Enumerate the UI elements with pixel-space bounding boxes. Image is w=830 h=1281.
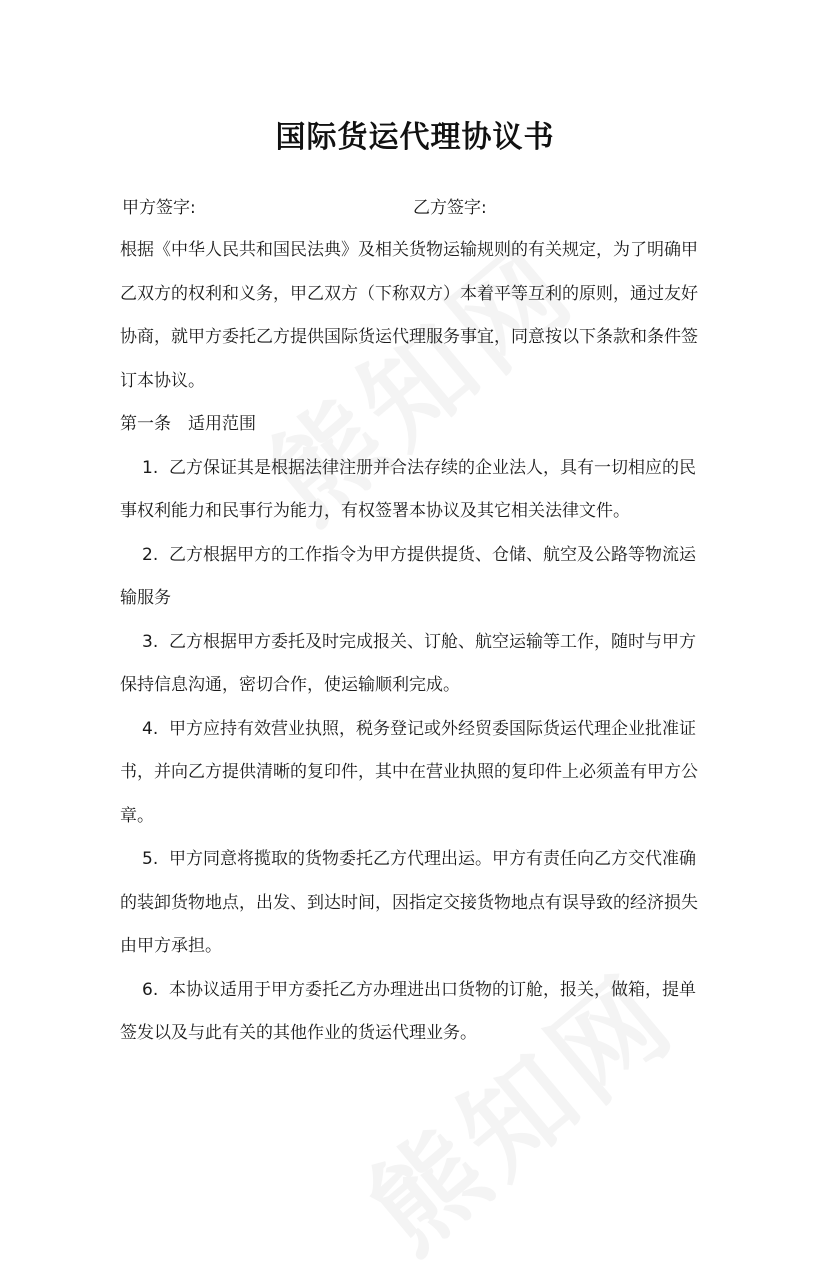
clause-item [120,621,710,708]
clause-text: 乙方保证其是根据法律注册并合法存续的企业法人，具有一切相应的民事权利能力和民事行为能力，有权签署本协议及其它相关法律文件。 [120,457,697,521]
signature-row [122,193,722,223]
preamble-paragraph: 根据《中华人民共和国民法典》及相关货物运输规则的有关规定，为了明确甲乙双方的权利和义务，甲乙双方（下称双方）本着平等互利的原则，通过友好协商，就甲方委托乙方提供国际货运代理服务事宜，同意按以下条款和条件签订本协议。 [120,240,698,391]
party-b-signature-label: 乙方签字: [413,198,487,218]
clause-item [120,447,710,534]
clause-text: 甲方同意将揽取的货物委托乙方代理出运。甲方有责任向乙方交代准确的装卸货物地点，出发、到达时间，因指定交接货物地点有误导致的经济损失由甲方承担。 [120,849,698,956]
clause-item [120,534,710,621]
clause-number: 4. [142,718,159,739]
party-a-signature-label: 甲方签字: [122,198,196,218]
clause-item [120,708,710,839]
clause-number: 5. [142,849,159,869]
document-body [120,229,710,1056]
clause-item [120,969,710,1056]
clause-text: 甲方应持有效营业执照，税务登记或外经贸委国际货运代理企业批准证书，并向乙方提供清晰的复印件，其中在营业执照的复印件上必须盖有甲方公章。 [120,718,698,826]
document-title: 国际货运代理协议书 [275,120,555,155]
clause-text: 乙方根据甲方委托及时完成报关、订舱、航空运输等工作，随时与甲方保持信息沟通，密切合作，使运输顺利完成。 [120,631,697,695]
clause-number: 1. [142,457,159,478]
clause-number: 6. [142,979,159,1000]
clause-number: 2. [142,544,159,565]
clause-number: 3. [142,631,159,652]
clause-text: 乙方根据甲方的工作指令为甲方提供提货、仓储、航空及公路等物流运输服务 [120,544,697,608]
clause-item [120,838,710,969]
clause-text: 本协议适用于甲方委托乙方办理进出口货物的订舱，报关，做箱，提单签发以及与此有关的其他作业的货运代理业务。 [120,979,697,1043]
article-heading: 第一条 适用范围 [120,414,256,434]
